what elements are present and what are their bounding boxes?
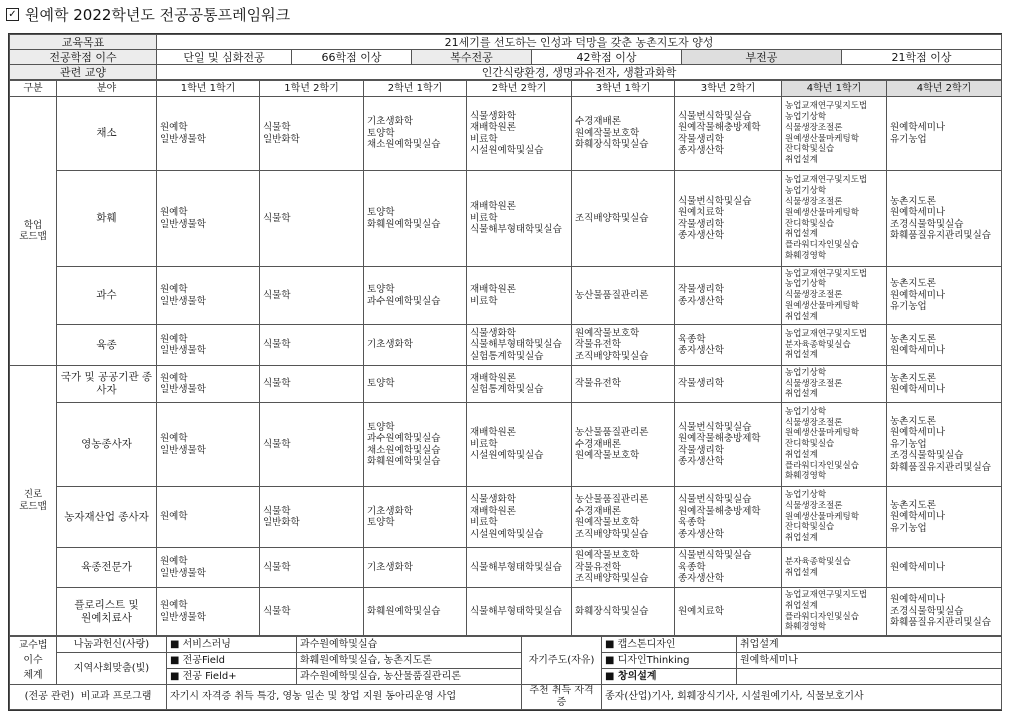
semester-header-row	[10, 81, 1002, 97]
course-cell: 식물학	[260, 588, 364, 636]
course-cell: 농촌지도론 원예학세미나 유기농업 조경식물학및실습 화훼품질유지관리및실습	[887, 403, 1002, 487]
course-cell: 식물학	[260, 366, 364, 403]
credits-double-value: 42학점 이상	[532, 50, 682, 65]
course-cell: 화훼장식학및실습	[572, 588, 675, 636]
course-cell: 농촌지도론 원예학세미나	[887, 366, 1002, 403]
course-cell: 농업교재연구및지도법 취업설계 플라워디자인및실습 화훼경영학	[782, 588, 887, 636]
right-item-name: ■ 캡스톤디자인	[602, 637, 737, 653]
course-cell: 수경재배론 원예작물보호학 화훼장식학및실습	[572, 97, 675, 171]
goal-row	[10, 35, 1002, 50]
course-cell: 식물해부형태학및실습	[467, 588, 572, 636]
roadmap-table	[9, 80, 1002, 636]
left-item-name: ■ 서비스러닝	[167, 637, 297, 653]
left-item-courses: 과수원예학및실습	[297, 637, 522, 653]
course-cell: 원예작물보호학 작물유전학 조직배양학및실습	[572, 325, 675, 366]
liberal-label: 관련 교양	[10, 65, 157, 80]
field-label: 영농종사자	[57, 403, 157, 487]
field-label: 국가 및 공공기관 종사자	[57, 366, 157, 403]
course-cell: 원예학 일반생물학	[157, 548, 260, 588]
community-label: 지역사회맞춤(빛)	[57, 653, 167, 685]
framework-table	[8, 33, 1002, 711]
course-cell: 농업기상학 식물생장조절론 원예생산물마케팅학 잔디학및실습 취업설계 플라워디자인및실습 화훼경영학	[782, 403, 887, 487]
credits-minor-value: 21학점 이상	[842, 50, 1002, 65]
header-gubun: 구분	[10, 81, 57, 97]
cert-label: 추천 취득 자격증	[522, 685, 602, 710]
course-cell: 원예학세미나 조경식물학및실습 화훼품질유지관리및실습	[887, 588, 1002, 636]
course-cell: 원예학세미나	[887, 548, 1002, 588]
course-cell: 원예학 일반생물학	[157, 403, 260, 487]
course-cell: 재배학원론 비료학 식물해부형태학및실습	[467, 171, 572, 267]
credits-single: 단일 및 심화전공	[157, 50, 292, 65]
course-cell: 농업교재연구및지도법 농업기상학 식물생장조절론 원예생산물마케팅학 잔디학및실습 취업설계 플라워디자인및실습 화훼경영학	[782, 171, 887, 267]
course-cell: 농업기상학 식물생장조절론 취업설계	[782, 366, 887, 403]
course-cell: 재배학원론 실험통계학및실습	[467, 366, 572, 403]
course-cell: 식물생화학 식물해부형태학및실습 실험통계학및실습	[467, 325, 572, 366]
course-cell: 식물생화학 재배학원론 비료학 시설원예학및실습	[467, 487, 572, 548]
course-cell: 기초생화학	[364, 548, 467, 588]
teaching-table	[9, 636, 1002, 710]
course-cell: 농업기상학 식물생장조절론 원예생산물마케팅학 잔디학및실습 취업설계	[782, 487, 887, 548]
course-cell: 식물학	[260, 325, 364, 366]
header-semester: 4학년 1학기	[782, 81, 887, 97]
course-cell: 식물학 일반화학	[260, 487, 364, 548]
left-item-courses: 화훼원예학및실습, 농촌지도론	[297, 653, 522, 669]
roadmap-row	[10, 366, 1002, 403]
course-cell: 식물학	[260, 548, 364, 588]
course-cell: 식물학	[260, 171, 364, 267]
course-cell: 농촌지도론 원예학세미나 유기농업	[887, 267, 1002, 325]
summary-table	[9, 34, 1002, 80]
course-cell: 원예학 일반생물학	[157, 588, 260, 636]
course-cell: 식물학	[260, 267, 364, 325]
credits-minor: 부전공	[682, 50, 842, 65]
course-cell: 토양학 화훼원예학및실습	[364, 171, 467, 267]
course-cell: 토양학 과수원예학및실습 채소원예학및실습 화훼원예학및실습	[364, 403, 467, 487]
course-cell: 재배학원론 비료학	[467, 267, 572, 325]
course-cell: 원예학 일반생물학	[157, 267, 260, 325]
field-label: 화훼	[57, 171, 157, 267]
extra-row	[10, 685, 1002, 710]
course-cell: 원예학 일반생물학	[157, 171, 260, 267]
course-cell: 원예작물보호학 작물유전학 조직배양학및실습	[572, 548, 675, 588]
credits-row	[10, 50, 1002, 65]
course-cell: 농업교재연구및지도법 분자육종학및실습 취업설계	[782, 325, 887, 366]
course-cell: 식물생화학 재배학원론 비료학 시설원예학및실습	[467, 97, 572, 171]
field-label: 과수	[57, 267, 157, 325]
course-cell: 식물번식학및실습 원예작물해충방제학 작물생리학 종자생산학	[675, 403, 782, 487]
course-cell: 재배학원론 비료학 시설원예학및실습	[467, 403, 572, 487]
section-label: 진로 로드맵	[10, 366, 57, 636]
course-cell: 농업교재연구및지도법 농업기상학 식물생장조절론 원예생산물마케팅학 취업설계	[782, 267, 887, 325]
course-cell: 식물학 일반화학	[260, 97, 364, 171]
course-cell: 원예학 일반생물학	[157, 366, 260, 403]
header-semester: 2학년 2학기	[467, 81, 572, 97]
extra-value: 자기시 자격증 취득 특강, 영농 일손 및 창업 지원 동아리운영 사업	[167, 685, 522, 710]
credits-double: 복수전공	[412, 50, 532, 65]
field-label: 육종	[57, 325, 157, 366]
left-item-courses: 과수원예학및실습, 농산물품질관리론	[297, 669, 522, 685]
roadmap-row	[10, 171, 1002, 267]
course-cell: 화훼원예학및실습	[364, 588, 467, 636]
course-cell: 농촌지도론 원예학세미나 조경식물학및실습 화훼품질유지관리및실습	[887, 171, 1002, 267]
course-cell: 원예학 일반생물학	[157, 325, 260, 366]
course-cell: 식물번식학및실습 원예치료학 작물생리학 종자생산학	[675, 171, 782, 267]
roadmap-row	[10, 97, 1002, 171]
cert-value: 종자(산업)기사, 회훼장식기사, 시설원예기사, 식물보호기사	[602, 685, 1002, 710]
course-cell: 분자육종학및실습 취업설계	[782, 548, 887, 588]
course-cell: 작물생리학	[675, 366, 782, 403]
course-cell: 작물유전학	[572, 366, 675, 403]
extra-label: (전공 관련) 비교과 프로그램	[10, 685, 167, 710]
field-label: 채소	[57, 97, 157, 171]
right-item-courses: 원예학세미나	[737, 653, 1002, 669]
course-cell: 농촌지도론 원예학세미나 유기농업	[887, 487, 1002, 548]
self-label: 자기주도(자유)	[522, 637, 602, 685]
right-item-name: ■ 창의설계	[602, 669, 737, 685]
title-text: 원예학 2022학년도 전공공통프레임워크	[25, 6, 291, 24]
roadmap-row	[10, 548, 1002, 588]
right-item-courses	[737, 669, 1002, 685]
course-cell: 기초생화학 토양학	[364, 487, 467, 548]
course-cell: 식물번식학및실습 원예작물해충방제학 작물생리학 종자생산학	[675, 97, 782, 171]
header-semester: 2학년 1학기	[364, 81, 467, 97]
course-cell: 기초생화학 토양학 채소원예학및실습	[364, 97, 467, 171]
header-semester: 3학년 2학기	[675, 81, 782, 97]
liberal-row	[10, 65, 1002, 80]
goal-label: 교육목표	[10, 35, 157, 50]
right-item-courses: 취업설계	[737, 637, 1002, 653]
course-cell: 작물생리학 종자생산학	[675, 267, 782, 325]
teaching-label: 교수법 이수 체계	[10, 637, 57, 685]
course-cell: 식물해부형태학및실습	[467, 548, 572, 588]
header-field: 분야	[57, 81, 157, 97]
section-label: 학업 로드맵	[10, 97, 57, 366]
course-cell: 토양학	[364, 366, 467, 403]
roadmap-row	[10, 325, 1002, 366]
course-cell: 농촌지도론 원예학세미나	[887, 325, 1002, 366]
course-cell: 원예학	[157, 487, 260, 548]
course-cell: 원예학세미나 유기농업	[887, 97, 1002, 171]
course-cell: 농산물품질관리론 수경재배론 원예작물보호학 조직배양학및실습	[572, 487, 675, 548]
left-item-name: ■ 전공 Field+	[167, 669, 297, 685]
roadmap-row	[10, 267, 1002, 325]
course-cell: 농산물품질관리론	[572, 267, 675, 325]
teaching-row-2	[10, 653, 1002, 669]
roadmap-row	[10, 588, 1002, 636]
credits-label: 전공학점 이수	[10, 50, 157, 65]
right-item-name: ■ 디자인Thinking	[602, 653, 737, 669]
header-semester: 1학년 2학기	[260, 81, 364, 97]
credits-single-value: 66학점 이상	[292, 50, 412, 65]
header-semester: 3학년 1학기	[572, 81, 675, 97]
course-cell: 식물번식학및실습 원예작물해충방제학 육종학 종자생산학	[675, 487, 782, 548]
page-title	[6, 4, 290, 25]
course-cell: 기초생화학	[364, 325, 467, 366]
course-cell: 원예학 일반생물학	[157, 97, 260, 171]
course-cell: 식물학	[260, 403, 364, 487]
roadmap-row	[10, 403, 1002, 487]
liberal-value: 인간식량환경, 생명과유전자, 생활과화학	[157, 65, 1002, 80]
field-label: 플로리스트 및 원예치료사	[57, 588, 157, 636]
field-label: 육종전문가	[57, 548, 157, 588]
sharing-label: 나눔과헌신(사랑)	[57, 637, 167, 653]
course-cell: 토양학 과수원예학및실습	[364, 267, 467, 325]
field-label: 농자재산업 종사자	[57, 487, 157, 548]
course-cell: 농업교재연구및지도법 농업기상학 식물생장조절론 원예생산물마케팅학 잔디학및실습 취업설계	[782, 97, 887, 171]
course-cell: 농산물품질관리론 수경재배론 원예작물보호학	[572, 403, 675, 487]
teaching-row-1	[10, 637, 1002, 653]
course-cell: 원예치료학	[675, 588, 782, 636]
left-item-name: ■ 전공Field	[167, 653, 297, 669]
course-cell: 식물번식학및실습 육종학 종자생산학	[675, 548, 782, 588]
course-cell: 조직배양학및실습	[572, 171, 675, 267]
checkbox-checked-icon: ✓	[6, 8, 19, 21]
course-cell: 육종학 종자생산학	[675, 325, 782, 366]
goal-value: 21세기를 선도하는 인성과 덕망을 갖춘 농촌지도자 양성	[157, 35, 1002, 50]
header-semester: 1학년 1학기	[157, 81, 260, 97]
header-semester: 4학년 2학기	[887, 81, 1002, 97]
roadmap-row	[10, 487, 1002, 548]
